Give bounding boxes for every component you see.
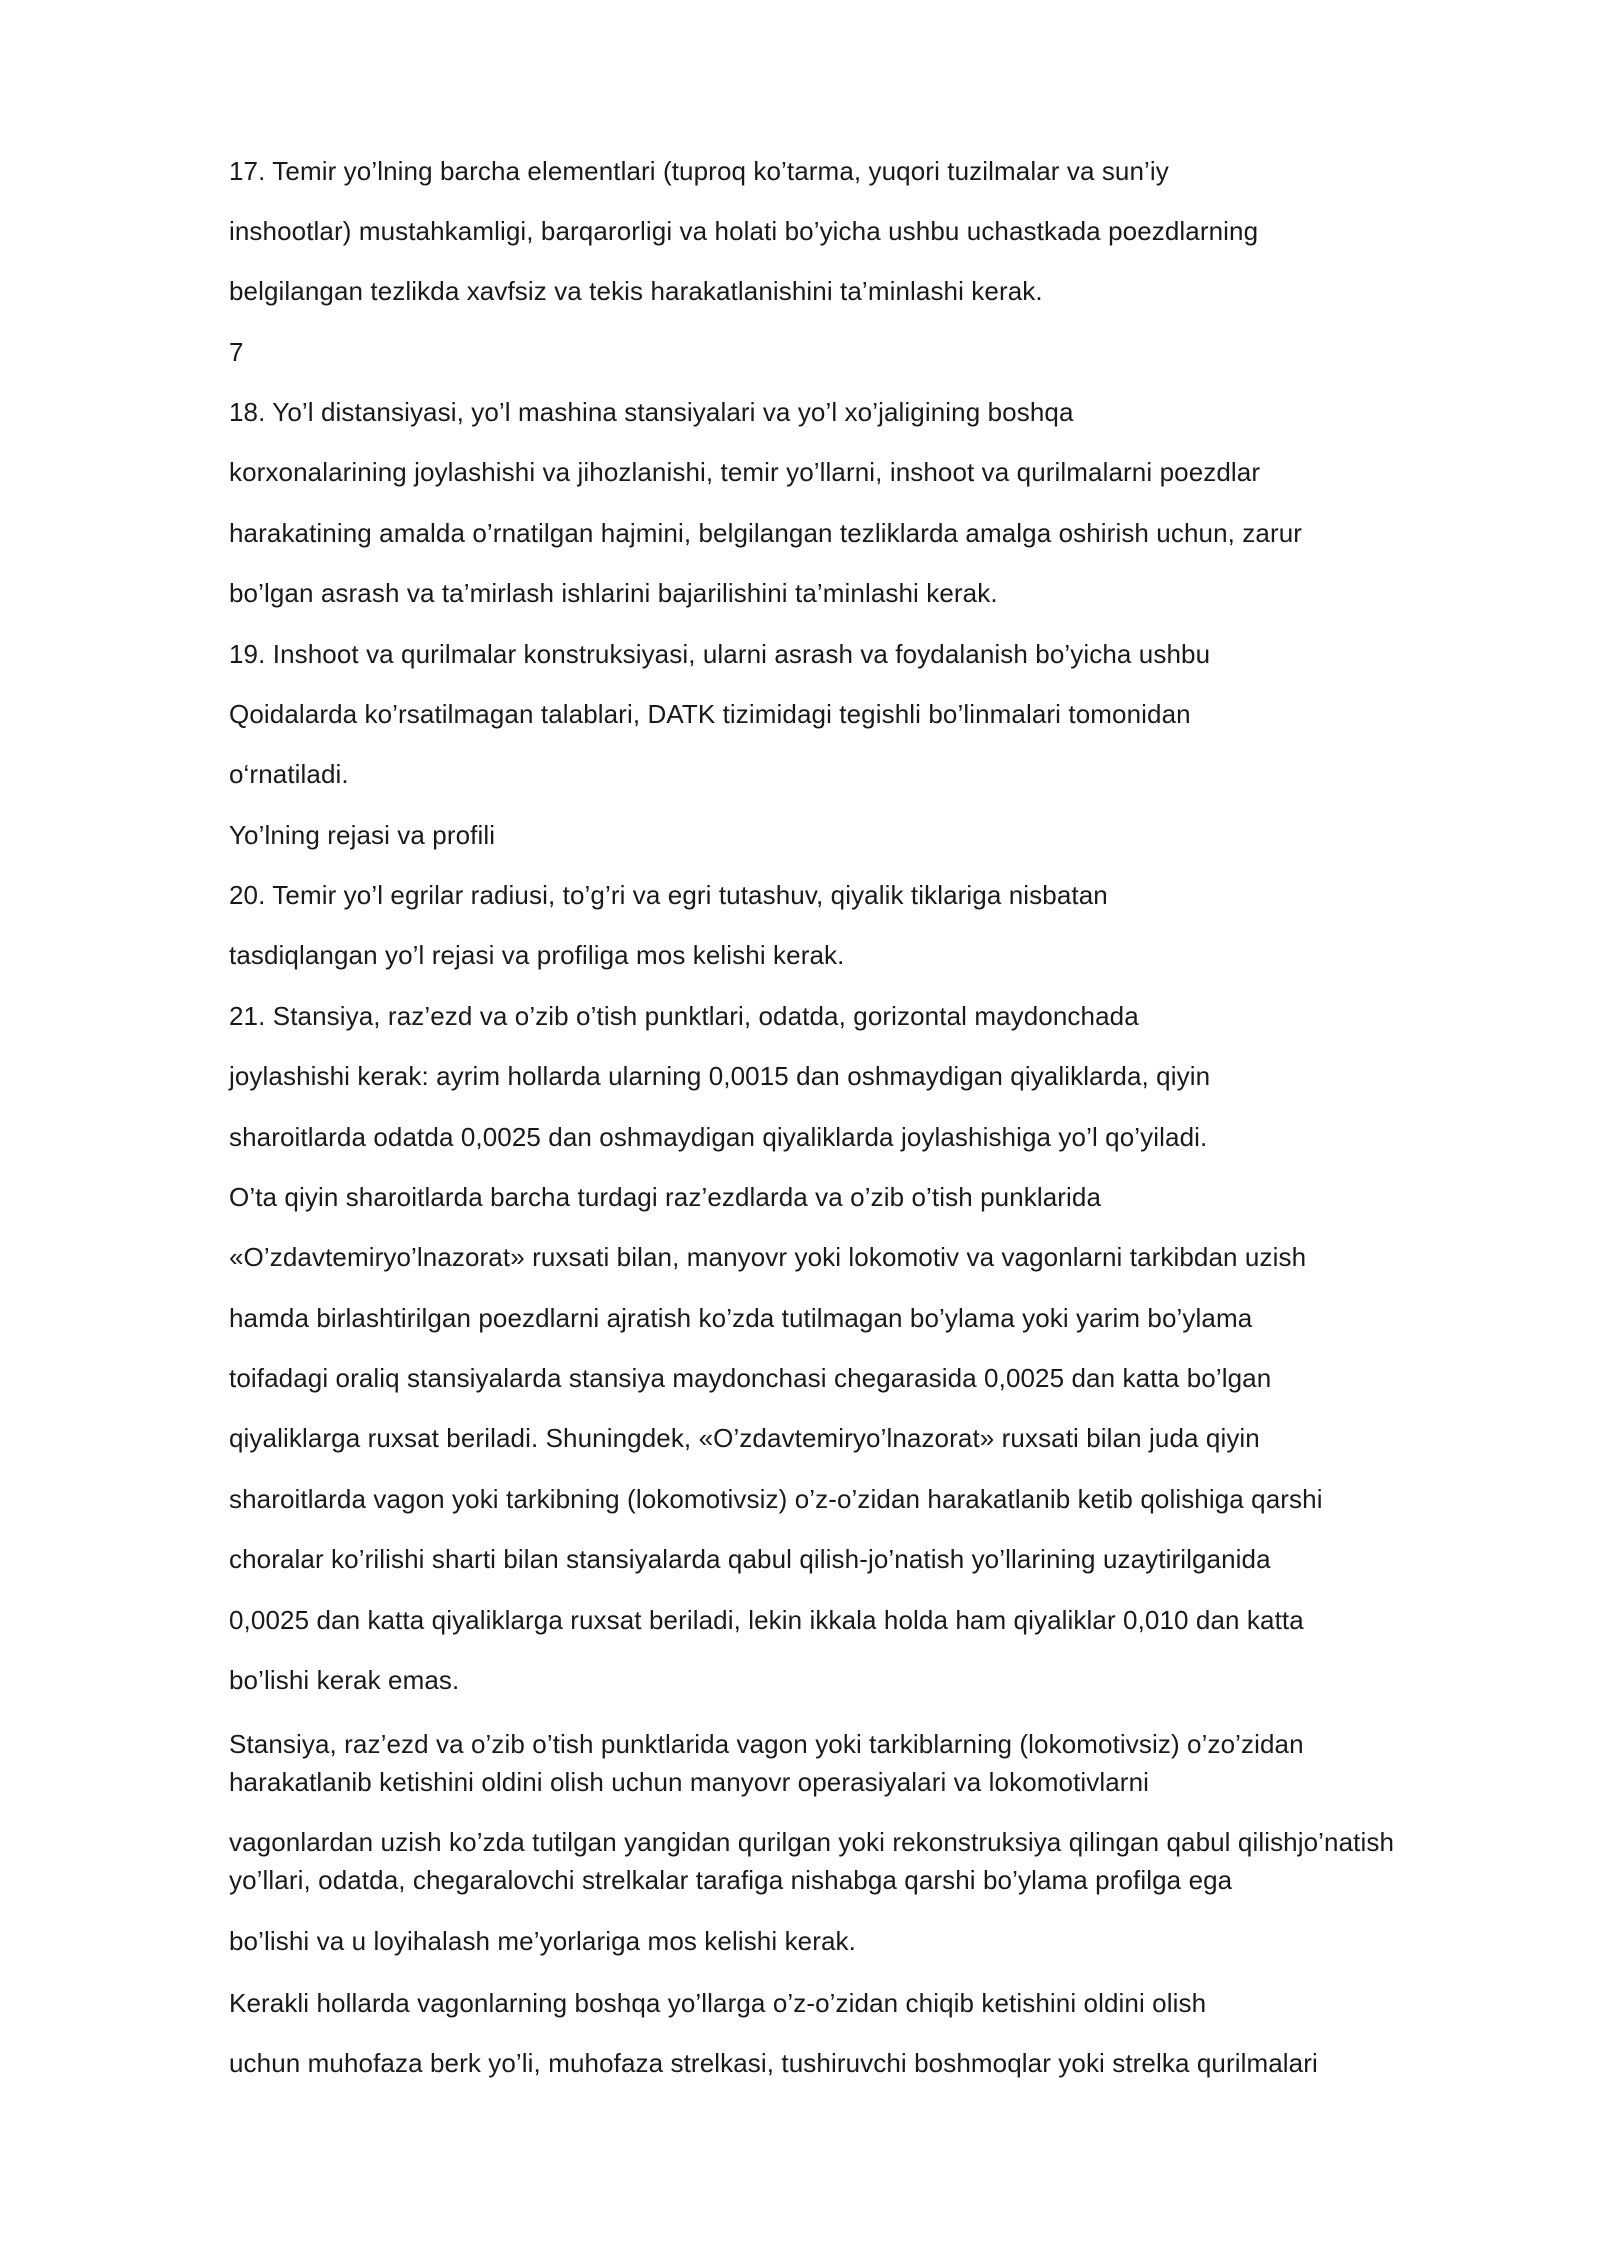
text-line: 0,0025 dan katta qiyaliklarga ruxsat beriladi, lekin ikkala holda ham qiyaliklar 0,010 dan katta	[229, 1605, 1304, 1635]
text-line: tasdiqlangan yo’l rejasi va profiliga mos kelishi kerak.	[229, 940, 845, 970]
text-line: 17. Temir yo’lning barcha elementlari (tuproq ko’tarma, yuqori tuzilmalar va sun’iy	[229, 156, 1169, 186]
text-line: yo’llari, odatda, chegaralovchi strelkalar tarafiga nishabga qarshi bo’ylama profilga ega	[229, 1865, 1233, 1895]
text-line: korxonalarining joylashishi va jihozlanishi, temir yo’llarni, inshoot va qurilmalarni poezdlar	[229, 457, 1261, 487]
text-line: bo’lgan asrash va ta’mirlash ishlarini bajarilishini ta’minlashi kerak.	[229, 578, 998, 608]
text-line: 20. Temir yo’l egrilar radiusi, to’g’ri va egri tutashuv, qiyalik tiklariga nisbatan	[229, 880, 1108, 910]
text-line: inshootlar) mustahkamligi, barqarorligi va holati bo’yicha ushbu uchastkada poezdlarning	[229, 216, 1259, 246]
text-line: bo’lishi kerak emas.	[229, 1665, 460, 1695]
section-heading: Yo’lning rejasi va profili	[229, 820, 496, 850]
text-line: belgilangan tezlikda xavfsiz va tekis harakatlanishini ta’minlashi kerak.	[229, 276, 1043, 306]
text-line: Stansiya, raz’ezd va o’zib o’tish punktlarida vagon yoki tarkiblarning (lokomotivsiz) o’zo’zidan	[229, 1729, 1304, 1759]
text-line: vagonlardan uzish ko’zda tutilgan yangidan qurilgan yoki rekonstruksiya qilingan qabul qilishjo’natish	[229, 1827, 1395, 1857]
page-number: 7	[229, 337, 244, 367]
text-line: harakatlanib ketishini oldini olish uchun manyovr operasiyalari va lokomotivlarni	[229, 1767, 1150, 1797]
text-line: «O’zdavtemiryo’lnazorat» ruxsati bilan, manyovr yoki lokomotiv va vagonlarni tarkibdan uzish	[229, 1242, 1307, 1272]
text-line: Kerakli hollarda vagonlarning boshqa yo’llarga o’z-o’zidan chiqib ketishini oldini olish	[229, 1988, 1207, 2018]
text-line: toifadagi oraliq stansiyalarda stansiya maydonchasi chegarasida 0,0025 dan katta bo’lgan	[229, 1363, 1272, 1393]
text-line: 19. Inshoot va qurilmalar konstruksiyasi, ularni asrash va foydalanish bo’yicha ushbu	[229, 639, 1211, 669]
text-line: choralar ko’rilishi sharti bilan stansiyalarda qabul qilish-jo’natish yo’llarining uzaytirilganida	[229, 1544, 1271, 1574]
text-line: O’ta qiyin sharoitlarda barcha turdagi raz’ezdlarda va o’zib o’tish punklarida	[229, 1182, 1102, 1212]
text-line: bo’lishi va u loyihalash me’yorlariga mos kelishi kerak.	[229, 1926, 856, 1956]
text-line: joylashishi kerak: ayrim hollarda ularning 0,0015 dan oshmaydigan qiyaliklarda, qiyin	[229, 1061, 1211, 1091]
text-line: uchun muhofaza berk yo’li, muhofaza strelkasi, tushiruvchi boshmoqlar yoki strelka qurilmalari	[229, 2048, 1318, 2078]
text-line: harakatining amalda o’rnatilgan hajmini, belgilangan tezliklarda amalga oshirish uchun, zarur	[229, 518, 1303, 548]
text-line: o‘rnatiladi.	[229, 759, 349, 789]
text-line: hamda birlashtirilgan poezdlarni ajratish ko’zda tutilmagan bo’ylama yoki yarim bo’ylama	[229, 1303, 1253, 1333]
text-line: qiyaliklarga ruxsat beriladi. Shuningdek, «O’zdavtemiryo’lnazorat» ruxsati bilan juda qiyin	[229, 1423, 1260, 1453]
text-line: sharoitlarda vagon yoki tarkibning (lokomotivsiz) o’z-o’zidan harakatlanib ketib qolishiga qarshi	[229, 1484, 1323, 1514]
text-line: Qoidalarda ko’rsatilmagan talablari, DATK tizimidagi tegishli bo’linmalari tomonidan	[229, 699, 1191, 729]
text-line: 21. Stansiya, raz’ezd va o’zib o’tish punktlari, odatda, gorizontal maydonchada	[229, 1001, 1139, 1031]
text-line: sharoitlarda odatda 0,0025 dan oshmaydigan qiyaliklarda joylashishiga yo’l qo’yiladi.	[229, 1122, 1208, 1152]
text-line: 18. Yo’l distansiyasi, yo’l mashina stansiyalari va yo’l xo’jaligining boshqa	[229, 397, 1074, 427]
